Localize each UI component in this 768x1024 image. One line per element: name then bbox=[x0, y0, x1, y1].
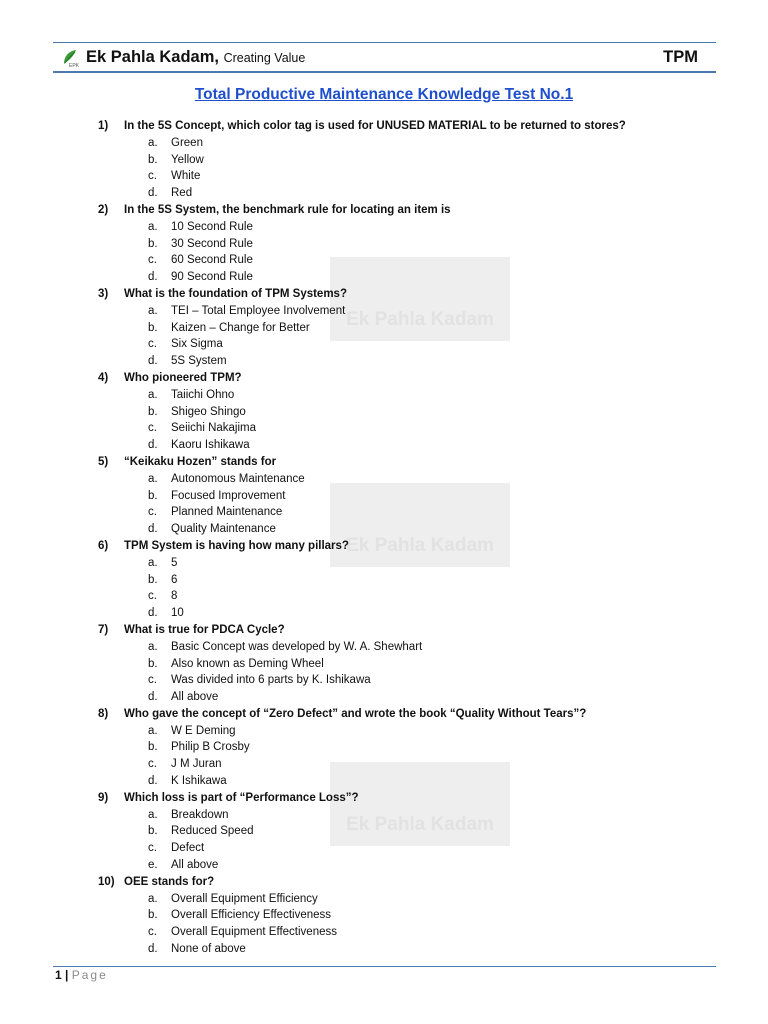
answer-option bbox=[0, 723, 768, 740]
option-text: Also known as Deming Wheel bbox=[171, 657, 324, 670]
answer-option bbox=[0, 471, 768, 488]
answer-option bbox=[0, 639, 768, 656]
option-text: Overall Efficiency Effectiveness bbox=[171, 909, 332, 922]
question bbox=[0, 622, 768, 639]
option-text: Overall Equipment Efficiency bbox=[171, 892, 318, 905]
answer-option bbox=[0, 521, 768, 538]
option-text: Autonomous Maintenance bbox=[171, 472, 305, 485]
option-text: All above bbox=[171, 691, 219, 704]
option-text: 90 Second Rule bbox=[171, 271, 253, 284]
option-text: Reduced Speed bbox=[171, 825, 254, 838]
option-text: 10 Second Rule bbox=[171, 220, 253, 233]
brand-name bbox=[86, 48, 305, 67]
answer-option bbox=[0, 185, 768, 202]
answer-option bbox=[0, 437, 768, 454]
option-text: Philip B Crosby bbox=[171, 741, 250, 754]
option-text: None of above bbox=[171, 943, 246, 956]
answer-option bbox=[0, 672, 768, 689]
question bbox=[0, 118, 768, 135]
answer-option bbox=[0, 353, 768, 370]
question bbox=[0, 202, 768, 219]
option-letter: d. bbox=[148, 943, 158, 956]
answer-option bbox=[0, 135, 768, 152]
answer-option bbox=[0, 404, 768, 421]
option-text: Taiichi Ohno bbox=[171, 388, 235, 401]
option-text: 8 bbox=[171, 590, 178, 603]
watermark-text: Ek Pahla Kadam bbox=[346, 535, 494, 556]
question-number: 4) bbox=[98, 371, 109, 384]
question-text: OEE stands for? bbox=[124, 875, 215, 888]
answer-option bbox=[0, 252, 768, 269]
option-text: W E Deming bbox=[171, 724, 236, 737]
answer-option bbox=[0, 420, 768, 437]
brand-title: Ek Pahla Kadam, bbox=[86, 48, 219, 66]
option-text: TEI – Total Employee Involvement bbox=[171, 304, 346, 317]
option-text: Defect bbox=[171, 842, 205, 855]
option-letter: e. bbox=[148, 859, 158, 872]
answer-option bbox=[0, 823, 768, 840]
option-letter: b. bbox=[148, 909, 158, 922]
page-footer bbox=[55, 968, 108, 982]
option-letter: a. bbox=[148, 556, 158, 569]
option-letter: a. bbox=[148, 304, 158, 317]
answer-option bbox=[0, 857, 768, 874]
option-letter: a. bbox=[148, 220, 158, 233]
answer-option bbox=[0, 588, 768, 605]
question-text: Who gave the concept of “Zero Defect” and wrote the book “Quality Without Tears”? bbox=[124, 707, 587, 720]
answer-option bbox=[0, 739, 768, 756]
option-letter: b. bbox=[148, 153, 158, 166]
option-letter: d. bbox=[148, 439, 158, 452]
option-letter: c. bbox=[148, 842, 157, 855]
answer-option bbox=[0, 756, 768, 773]
option-letter: b. bbox=[148, 405, 158, 418]
question-text: “Keikaku Hozen” stands for bbox=[124, 455, 277, 468]
answer-option bbox=[0, 891, 768, 908]
option-text: Seiichi Nakajima bbox=[171, 422, 257, 435]
question bbox=[0, 454, 768, 471]
question bbox=[0, 538, 768, 555]
footer-rule bbox=[53, 966, 716, 967]
question-number: 1) bbox=[98, 120, 109, 132]
footer-separator: | bbox=[65, 968, 69, 982]
answer-option bbox=[0, 219, 768, 236]
option-letter: a. bbox=[148, 136, 158, 149]
leaf-logo-icon bbox=[60, 48, 84, 68]
option-text: Kaizen – Change for Better bbox=[171, 321, 310, 334]
option-letter: d. bbox=[148, 691, 158, 704]
question-text: TPM System is having how many pillars? bbox=[124, 539, 349, 552]
question-number: 2) bbox=[98, 203, 109, 216]
answer-option bbox=[0, 555, 768, 572]
option-text: Breakdown bbox=[171, 808, 229, 821]
page-word: Page bbox=[71, 968, 108, 982]
answer-option bbox=[0, 907, 768, 924]
option-letter: b. bbox=[148, 321, 158, 334]
option-letter: c. bbox=[148, 590, 157, 603]
option-letter: a. bbox=[148, 724, 158, 737]
answer-option bbox=[0, 269, 768, 286]
question-text: What is the foundation of TPM Systems? bbox=[124, 287, 347, 300]
option-text: K Ishikawa bbox=[171, 775, 227, 788]
header-rule-top bbox=[53, 42, 716, 43]
option-letter: a. bbox=[148, 808, 158, 821]
answer-option bbox=[0, 689, 768, 706]
option-text: 10 bbox=[171, 607, 184, 620]
option-text: Six Sigma bbox=[171, 338, 223, 351]
option-letter: a. bbox=[148, 388, 158, 401]
option-text: 6 bbox=[171, 573, 178, 586]
option-text: White bbox=[171, 170, 201, 183]
option-text: Yellow bbox=[171, 153, 204, 166]
question-number: 3) bbox=[98, 287, 109, 300]
question-text: What is true for PDCA Cycle? bbox=[124, 623, 285, 636]
option-letter: a. bbox=[148, 892, 158, 905]
option-letter: d. bbox=[148, 355, 158, 368]
question-text: In the 5S System, the benchmark rule for locating an item is bbox=[124, 203, 451, 216]
answer-option bbox=[0, 840, 768, 857]
watermark-text: Ek Pahla Kadam bbox=[346, 309, 494, 330]
answer-option bbox=[0, 924, 768, 941]
question-number: 6) bbox=[98, 539, 109, 552]
question-number: 10) bbox=[98, 875, 115, 888]
answer-option bbox=[0, 504, 768, 521]
question bbox=[0, 286, 768, 303]
answer-option bbox=[0, 488, 768, 505]
answer-option bbox=[0, 168, 768, 185]
answer-option bbox=[0, 941, 768, 958]
question-number: 7) bbox=[98, 623, 109, 636]
option-letter: b. bbox=[148, 237, 158, 250]
option-letter: b. bbox=[148, 741, 158, 754]
question-text: Which loss is part of “Performance Loss”? bbox=[124, 791, 359, 804]
option-letter: b. bbox=[148, 825, 158, 838]
option-text: Kaoru Ishikawa bbox=[171, 439, 250, 452]
answer-option bbox=[0, 236, 768, 253]
answer-option bbox=[0, 152, 768, 169]
option-letter: b. bbox=[148, 657, 158, 670]
question-number: 5) bbox=[98, 455, 109, 468]
page-number: 1 bbox=[55, 968, 62, 982]
option-letter: c. bbox=[148, 506, 157, 519]
option-letter: c. bbox=[148, 254, 157, 267]
question bbox=[0, 370, 768, 387]
option-text: 30 Second Rule bbox=[171, 237, 253, 250]
option-letter: c. bbox=[148, 926, 157, 939]
answer-option bbox=[0, 807, 768, 824]
brand-tagline: Creating Value bbox=[223, 51, 306, 65]
answer-option bbox=[0, 320, 768, 337]
option-text: Red bbox=[171, 187, 193, 200]
option-text: 5 bbox=[171, 556, 178, 569]
question-number: 9) bbox=[98, 791, 109, 804]
option-text: Was divided into 6 parts by K. Ishikawa bbox=[171, 674, 371, 687]
question bbox=[0, 706, 768, 723]
question bbox=[0, 790, 768, 807]
option-letter: d. bbox=[148, 775, 158, 788]
option-letter: c. bbox=[148, 758, 157, 771]
watermark-text: Ek Pahla Kadam bbox=[346, 814, 494, 835]
answer-option bbox=[0, 387, 768, 404]
question-list bbox=[0, 118, 768, 958]
svg-text:EPK: EPK bbox=[69, 63, 80, 68]
option-letter: c. bbox=[148, 422, 157, 435]
option-letter: c. bbox=[148, 170, 157, 183]
option-text: Shigeo Shingo bbox=[171, 405, 246, 418]
option-letter: a. bbox=[148, 640, 158, 653]
option-letter: c. bbox=[148, 674, 157, 687]
option-text: Focused Improvement bbox=[171, 489, 286, 502]
answer-option bbox=[0, 336, 768, 353]
answer-option bbox=[0, 656, 768, 673]
option-letter: b. bbox=[148, 573, 158, 586]
page-title: Total Productive Maintenance Knowledge Test No.1 bbox=[194, 86, 574, 103]
answer-option bbox=[0, 572, 768, 589]
option-text: Overall Equipment Effectiveness bbox=[171, 926, 337, 939]
option-letter: d. bbox=[148, 607, 158, 620]
question-text: In the 5S Concept, which color tag is used for UNUSED MATERIAL to be returned to stores? bbox=[124, 120, 626, 132]
option-text: 5S System bbox=[171, 355, 227, 368]
option-text: All above bbox=[171, 859, 219, 872]
option-text: Green bbox=[171, 136, 203, 149]
option-letter: b. bbox=[148, 489, 158, 502]
answer-option bbox=[0, 773, 768, 790]
option-text: 60 Second Rule bbox=[171, 254, 253, 267]
header-rule-bottom bbox=[53, 71, 716, 73]
question-text: Who pioneered TPM? bbox=[124, 371, 242, 384]
question bbox=[0, 874, 768, 891]
option-letter: d. bbox=[148, 271, 158, 284]
answer-option bbox=[0, 605, 768, 622]
option-text: J M Juran bbox=[171, 758, 222, 771]
option-letter: d. bbox=[148, 187, 158, 200]
option-text: Basic Concept was developed by W. A. Shewhart bbox=[171, 640, 423, 653]
section-label: TPM bbox=[663, 48, 698, 66]
option-letter: c. bbox=[148, 338, 157, 351]
answer-option bbox=[0, 303, 768, 320]
question-number: 8) bbox=[98, 707, 109, 720]
option-text: Quality Maintenance bbox=[171, 523, 276, 536]
option-letter: d. bbox=[148, 523, 158, 536]
option-letter: a. bbox=[148, 472, 158, 485]
page-header bbox=[60, 44, 700, 72]
option-text: Planned Maintenance bbox=[171, 506, 283, 519]
